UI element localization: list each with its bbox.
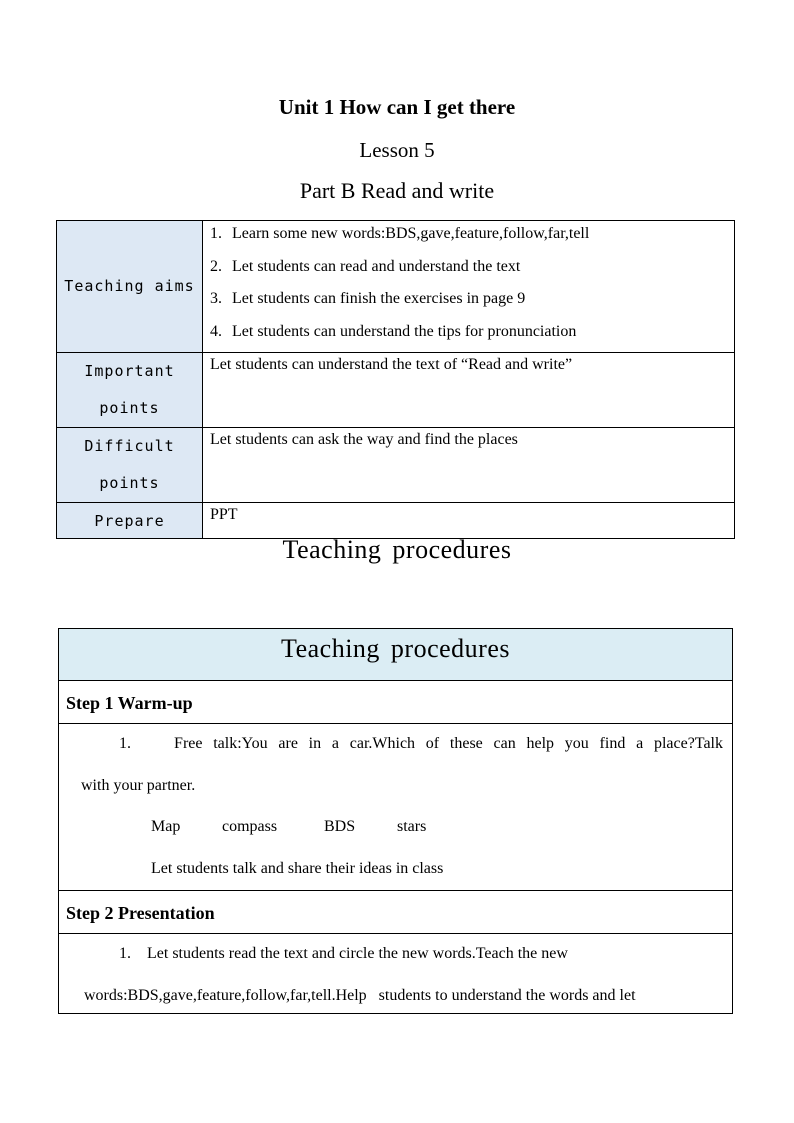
teaching-aims-label-text: Teaching aims	[64, 277, 195, 295]
aim-number: 2.	[210, 257, 222, 275]
step1-item-number: 1.	[119, 735, 131, 752]
procedures-heading: Teaching procedures	[282, 535, 512, 564]
option-bds: BDS	[324, 818, 356, 835]
difficult-points-label	[57, 428, 203, 503]
teaching-aims-label	[57, 221, 203, 353]
step1-options	[59, 807, 732, 849]
step2-line2: words:BDS,gave,feature,follow,far,tell.Help students to understand the words and let	[84, 986, 636, 1004]
aim-text: Learn some new words:BDS,gave,feature,follow,far,tell	[232, 225, 590, 242]
prepare-label-text: Prepare	[94, 511, 165, 530]
teaching-aims-list	[203, 221, 735, 353]
aim-number: 3.	[210, 290, 222, 307]
important-label-line2: points	[99, 399, 160, 417]
part-title: Part B Read and write	[299, 178, 495, 203]
difficult-label-line1: Difficult	[84, 437, 175, 455]
step1-body	[59, 724, 732, 891]
lesson-title: Lesson 5	[359, 138, 435, 162]
option-stars: stars	[397, 818, 427, 835]
procedures-box-heading: Teaching procedures	[59, 629, 732, 681]
difficult-points-text: Let students can ask the way and find the places	[203, 428, 735, 503]
aim-text: Let students can read and understand the text	[232, 257, 521, 275]
prepare-text: PPT	[203, 503, 735, 539]
step2-body	[59, 934, 732, 1014]
aim-item-4	[210, 320, 734, 353]
option-compass: compass	[222, 818, 278, 835]
important-points-row	[57, 353, 735, 428]
aim-item-2	[210, 255, 734, 288]
difficult-points-row	[57, 428, 735, 503]
option-map: Map	[151, 818, 181, 835]
teaching-aims-row	[57, 221, 735, 353]
unit-title: Unit 1 How can I get there	[278, 95, 516, 119]
aim-number: 1.	[210, 225, 222, 242]
aim-number: 4.	[210, 322, 222, 340]
aim-item-1	[210, 222, 734, 255]
step1-note: Let students talk and share their ideas in class	[151, 859, 444, 877]
difficult-label-line2: points	[99, 474, 160, 492]
step1-line2: with your partner.	[81, 776, 196, 794]
step1-item-text: Free talk:You are in a car.Which of these can help you find a place?Talk	[174, 735, 724, 752]
important-points-label	[57, 353, 203, 428]
step2-title: Step 2 Presentation	[59, 891, 732, 934]
step2-line1	[59, 934, 732, 976]
procedures-box	[58, 628, 733, 1014]
aim-text: Let students can finish the exercises in page 9	[232, 290, 526, 307]
prepare-row	[57, 503, 735, 539]
step1-line1	[59, 724, 732, 766]
step2-item-text: Let students read the text and circle the new words.Teach the new	[147, 945, 568, 962]
aim-item-3	[210, 287, 734, 320]
step1-title: Step 1 Warm-up	[59, 681, 732, 724]
lesson-plan-table	[56, 220, 735, 539]
step2-item-number: 1.	[119, 945, 131, 962]
prepare-label	[57, 503, 203, 539]
aim-text: Let students can understand the tips for pronunciation	[232, 322, 577, 340]
important-points-text: Let students can understand the text of “Read and write”	[203, 353, 735, 428]
important-label-line1: Important	[84, 362, 175, 380]
